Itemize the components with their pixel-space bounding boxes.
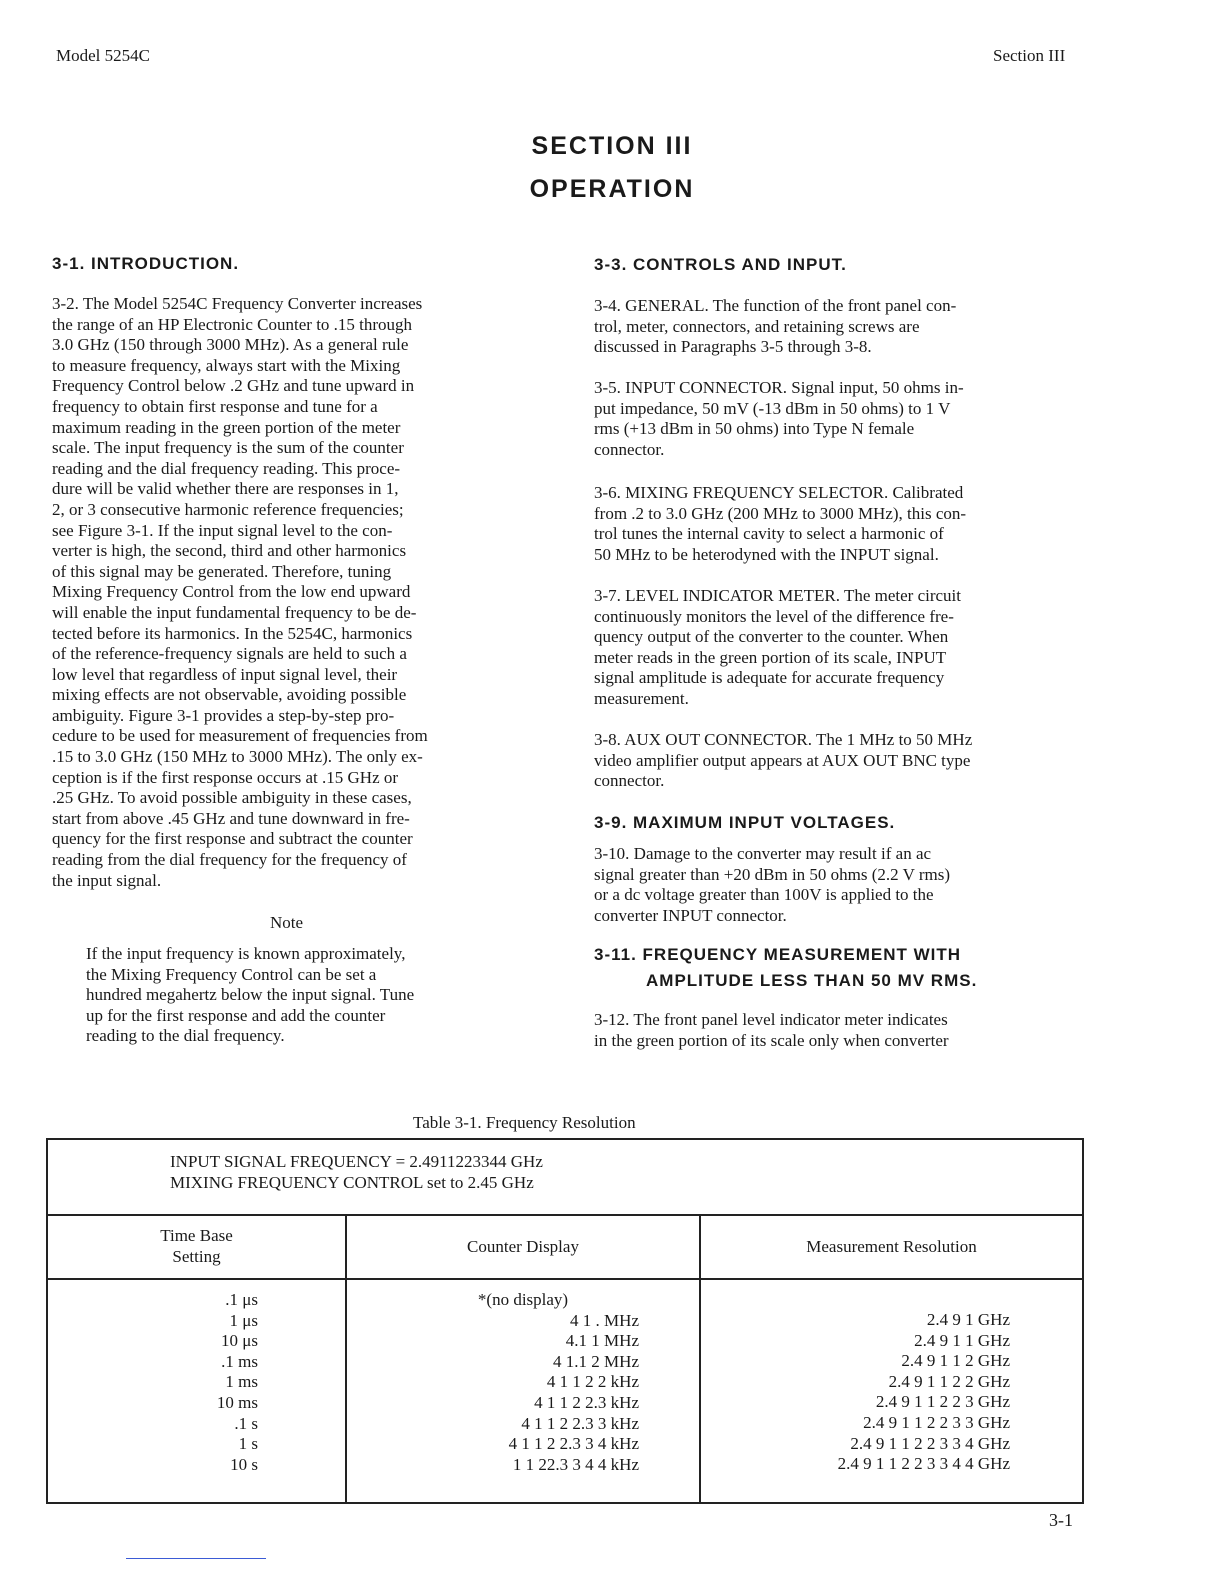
section-title: SECTION III — [531, 132, 693, 160]
time-base-cell — [47, 1279, 346, 1503]
counter-display-values: 4 1 . MHz 4.1 1 MHz 4 1.1 2 MHz 4 1 1 2 2 kHz 4 1 1 2 2.3 kHz 4 1 1 2 2.3 3 kHz 4 1 1 2 2.3 3 4 kHz 1 1 22.3 3 4 4 kHz — [508, 1310, 639, 1474]
paragraph-3-5: 3-5. INPUT CONNECTOR. Signal input, 50 ohms in- put impedance, 50 mV (-13 dBm in 50 ohms) to 1 V rms (+13 dBm in 50 ohms) into Type N female connector. — [594, 378, 964, 459]
heading-introduction: 3-1. INTRODUCTION. — [52, 254, 240, 273]
section-subtitle: OPERATION — [529, 175, 695, 203]
scan-mark — [126, 1558, 266, 1559]
paragraph-3-8: 3-8. AUX OUT CONNECTOR. The 1 MHz to 50 MHz video amplifier output appears at AUX OUT BNC type connector. — [594, 730, 973, 791]
heading-max-input: 3-9. MAXIMUM INPUT VOLTAGES. — [594, 813, 896, 832]
frequency-resolution-table — [46, 1138, 1084, 1504]
heading-freq-measurement: 3-11. FREQUENCY MEASUREMENT WITH — [594, 945, 962, 964]
resolution-cell — [700, 1279, 1083, 1503]
col-header-time-base-text: Time Base Setting — [160, 1226, 233, 1266]
table-top-info — [47, 1139, 1083, 1215]
counter-display-cell — [346, 1279, 700, 1503]
paragraph-3-2: 3-2. The Model 5254C Frequency Converter increases the range of an HP Electronic Counter to .15 through 3.0 GHz (150 through 3000 MHz). As a general rule to measure frequency, always start with the Mixing Frequency Control below .2 GHz and tune upward in frequency to obtain first response and tune for a maximum reading in the green portion of the meter scale. The input frequency is the sum of the counter reading and the dial frequency reading. This proce- dure will be valid whether there are responses in 1, 2, or 3 consecutive harmonic reference frequencies; see Figure 3-1. If the input signal level to the con- verter is high, the second, third and other harmonics of this signal may be generated. Therefore, tuning Mixing Frequency Control from the low end upward will enable the input fundamental frequency to be de- tected before its harmonics. In the 5254C, harmonics of the reference-frequency signals are held to such a low level that regardless of input signal level, their mixing effects are not observable, avoiding possible ambiguity. Figure 3-1 provides a step-by-step pro- cedure to be used for measurement of frequencies from .15 to 3.0 GHz (150 MHz to 3000 MHz). The only ex- ception is if the first response occurs at .15 GHz or .25 GHz. To avoid possible ambiguity in these cases, start from above .45 GHz and tune downward in fre- quency for the first response and subtract the counter reading from the dial frequency for the frequency of the input signal. — [52, 294, 428, 890]
header-model: Model 5254C — [56, 46, 150, 65]
header-section: Section III — [993, 46, 1066, 65]
paragraph-3-12: 3-12. The front panel level indicator meter indicates in the green portion of its scale only when converter — [594, 1010, 949, 1050]
heading-freq-measurement-line2: AMPLITUDE LESS THAN 50 MV RMS. — [646, 971, 978, 990]
paragraph-3-7: 3-7. LEVEL INDICATOR METER. The meter circuit continuously monitors the level of the difference fre- quency output of the converter to the counter. When meter reads in the green portion of its scale, INPUT signal amplitude is adequate for accurate frequency measurement. — [594, 586, 961, 708]
col-header-counter-display-text: Counter Display — [467, 1237, 579, 1256]
paragraph-3-4: 3-4. GENERAL. The function of the front panel con- trol, meter, connectors, and retaining screws are discussed in Paragraphs 3-5 through 3-8. — [594, 296, 957, 357]
mixing-frequency-setting: MIXING FREQUENCY CONTROL set to 2.45 GHz — [170, 1172, 534, 1192]
resolution-values: 2.4 9 1 GHz 2.4 9 1 1 GHz 2.4 9 1 1 2 GHz 2.4 9 1 1 2 2 GHz 2.4 9 1 1 2 2 3 GHz 2.4 9 1 1 2 2 3 3 GHz 2.4 9 1 1 2 2 3 3 4 GHz 2.4 9 1 1 2 2 3 3 4 4 GHz — [837, 1310, 1010, 1474]
note-label: Note — [270, 913, 304, 932]
page-number: 3-1 — [1049, 1510, 1073, 1530]
table-row — [47, 1139, 1083, 1215]
heading-controls-input: 3-3. CONTROLS AND INPUT. — [594, 255, 847, 274]
table-row — [47, 1279, 1083, 1503]
time-base-values: .1 μs 1 μs 10 μs .1 ms 1 ms 10 ms .1 s 1 s 10 s — [216, 1290, 258, 1474]
no-display-note: *(no display) — [477, 1290, 569, 1309]
col-header-resolution-text: Measurement Resolution — [806, 1237, 977, 1256]
paragraph-3-10: 3-10. Damage to the converter may result if an ac signal greater than +20 dBm in 50 ohms (2.2 V rms) or a dc voltage greater than 100V is applied to the converter INPUT connector. — [594, 844, 951, 925]
input-signal-frequency: INPUT SIGNAL FREQUENCY = 2.4911223344 GHz — [170, 1152, 543, 1171]
col-header-resolution — [700, 1215, 1083, 1279]
paragraph-3-6: 3-6. MIXING FREQUENCY SELECTOR. Calibrated from .2 to 3.0 GHz (200 MHz to 3000 MHz), this con- trol tunes the internal cavity to select a harmonic of 50 MHz to be heterodyned with the INPUT signal. — [594, 483, 967, 564]
table-caption: Table 3-1. Frequency Resolution — [413, 1113, 636, 1132]
col-header-time-base — [47, 1215, 346, 1279]
table-row — [47, 1215, 1083, 1279]
col-header-counter-display — [346, 1215, 700, 1279]
note-text: If the input frequency is known approximately, the Mixing Frequency Control can be set a hundred megahertz below the input signal. Tune up for the first response and add the counter reading to the dial frequency. — [86, 944, 415, 1046]
